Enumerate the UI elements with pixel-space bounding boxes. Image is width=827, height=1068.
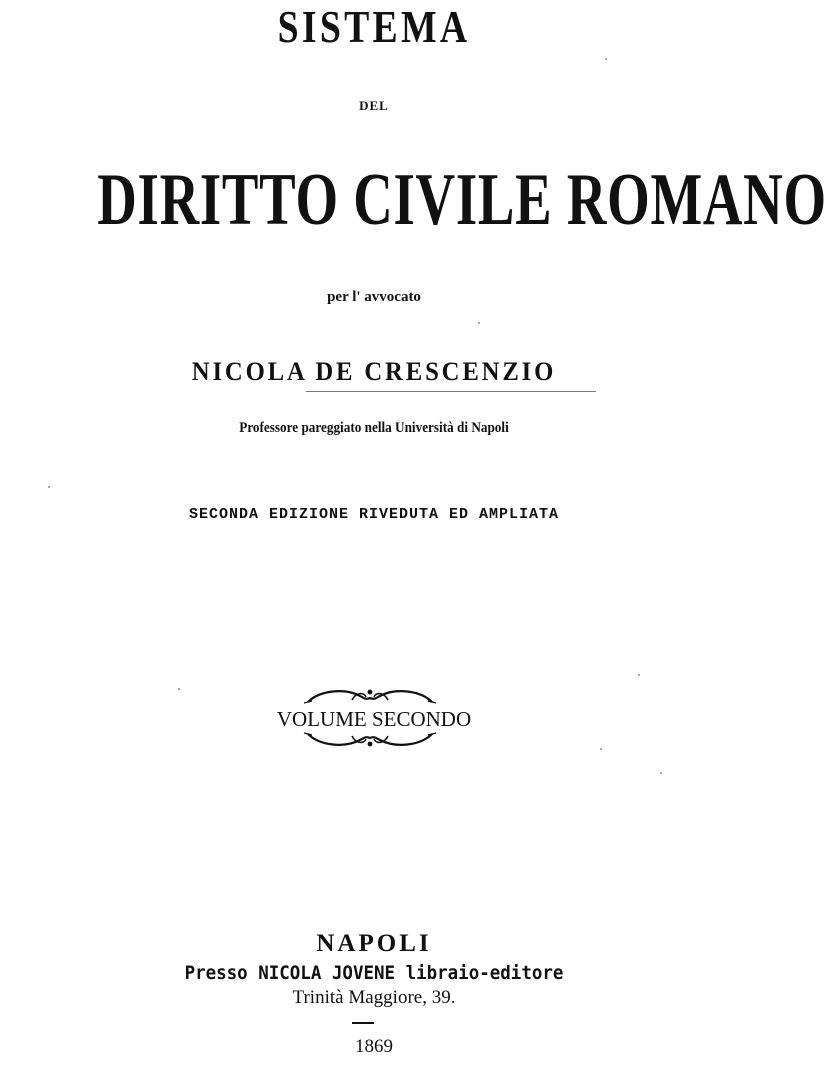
- imprint-city: NAPOLI: [316, 930, 432, 957]
- paper-speck: [478, 322, 480, 324]
- paper-speck: [48, 486, 50, 488]
- series-title: SISTEMA: [277, 1, 471, 52]
- scroll-ornament-icon: [300, 730, 440, 752]
- paper-speck: [605, 58, 607, 60]
- imprint-publisher: Presso NICOLA JOVENE libraio-editore: [184, 962, 564, 984]
- author-position: Professore pareggiato nella Università di Napoli: [239, 420, 509, 436]
- imprint-year: 1869: [355, 1036, 393, 1057]
- main-title: DIRITTO CIVILE ROMANO: [97, 159, 827, 241]
- paper-speck: [178, 688, 180, 690]
- imprint-address: Trinità Maggiore, 39.: [292, 987, 456, 1008]
- author-underline: [306, 391, 596, 392]
- paper-speck: [638, 674, 640, 676]
- author-name: NICOLA DE CRESCENZIO: [191, 357, 557, 386]
- title-connector: DEL: [359, 98, 389, 113]
- paper-speck: [660, 772, 662, 774]
- volume-label: VOLUME SECONDO: [276, 707, 472, 731]
- edition-statement: SECONDA EDIZIONE RIVEDUTA ED AMPLIATA: [188, 506, 560, 523]
- paper-speck: [600, 748, 602, 750]
- scroll-ornament-icon: [300, 684, 440, 706]
- author-intro: per l' avvocato: [327, 289, 421, 305]
- year-divider: [352, 1022, 374, 1024]
